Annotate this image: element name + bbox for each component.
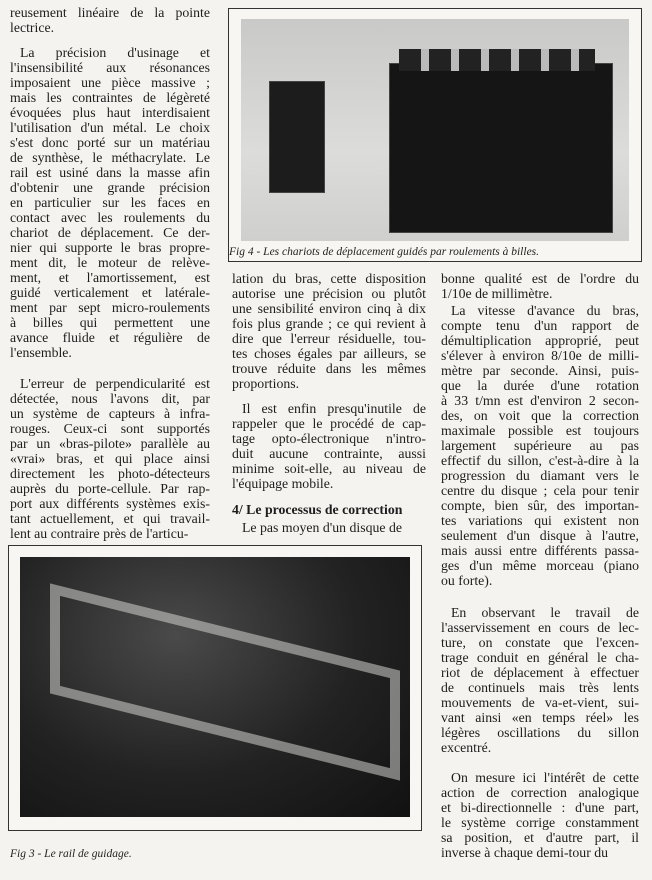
text-line: légères oscillations du sillon <box>441 725 639 740</box>
text-line: rappeler que le procédé de cap- <box>232 416 426 431</box>
text-line: compte, bien sûr, des importan- <box>441 498 639 513</box>
text-line: et bi-directionnelle : d'une part, <box>441 800 639 815</box>
text-line: l'insensibilité aux résonances <box>10 60 210 75</box>
text-line: imposaient une pièce massive ; <box>10 75 210 90</box>
paragraph <box>441 303 639 588</box>
text-line: le système corrige constamment <box>441 815 639 830</box>
figure-4-frame <box>228 8 642 262</box>
text-line: une sensibilité environ cinq à dix <box>232 301 426 316</box>
text-line: à billes qui permettent une <box>10 315 210 330</box>
text-line: trouve réduite dans les mêmes <box>232 361 426 376</box>
text-line: ment dit, le moteur de relève- <box>10 255 210 270</box>
paragraph <box>10 45 210 360</box>
text-line: minime soit-elle, au niveau de <box>232 461 426 476</box>
text-line: nier qui supporte le bras propre- <box>10 240 210 255</box>
text-line: démultiplication approprié, peut <box>441 333 639 348</box>
small-carriage <box>269 81 325 193</box>
text-line: mais les contraintes de légèreté <box>10 90 210 105</box>
text-line: progression du diamant vers le <box>441 468 639 483</box>
text-line: inverse à chaque demi-tour du <box>441 845 609 860</box>
text-line: rouges. Ceux-ci sont supportés <box>10 421 210 436</box>
paragraph <box>232 271 426 391</box>
figure-4-photo <box>241 19 629 241</box>
paragraph <box>232 520 426 535</box>
text-line: avance fluide et régulière de <box>10 330 210 345</box>
paragraph <box>441 605 639 755</box>
text-line: ture, on constate que l'excen- <box>441 635 639 650</box>
text-line: en particulier sur les faces en <box>10 195 210 210</box>
text-line: action de correction analogique <box>441 785 639 800</box>
paragraph <box>232 401 426 491</box>
text-line: par un «bras-pilote» parallèle au <box>10 436 210 451</box>
text-line: directement les photo-détecteurs <box>10 466 210 481</box>
text-line: vant ainsi «en temps réel» les <box>441 710 639 725</box>
text-line: mais aussi entre différents passa- <box>441 543 639 558</box>
text-line: «vrai» bras, et qui place ainsi <box>10 451 210 466</box>
text-line: maximale possible est toujours <box>441 423 639 438</box>
text-line: port aux différents systèmes exis- <box>10 496 210 511</box>
text-line: compte tenu d'un rapport de <box>441 318 639 333</box>
text-line: ges d'un même morceau (piano <box>441 558 639 573</box>
text-line: duit aucune contrainte, aussi <box>232 446 426 461</box>
text-line: chariot de déplacement. Ce der- <box>10 225 210 240</box>
text-line: largement supérieure au pas <box>441 438 639 453</box>
text-line: l'ensemble. <box>10 345 72 360</box>
text-line: En observant le travail de <box>451 605 639 620</box>
text-line: ou forte). <box>441 573 493 588</box>
text-line: trage conduit en général le cha- <box>441 650 639 665</box>
text-line: centre du disque ; cela pour tenir <box>441 483 639 498</box>
text-line: lectrice. <box>10 20 55 35</box>
text-line: 1/10e de millimètre. <box>441 286 553 301</box>
text-line: reusement linéaire de la pointe <box>10 5 210 20</box>
text-line: excentré. <box>441 740 492 755</box>
text-line: ment, et l'amortissement, est <box>10 270 210 285</box>
text-line: effectif du sillon, c'est-à-dire à la <box>441 453 639 468</box>
text-line: d'obtenir une grande précision <box>10 180 210 195</box>
text-line: auprès du porte-cellule. Par rap- <box>10 481 210 496</box>
figure-3-frame <box>8 545 422 831</box>
text-line: des, on voit que la correction <box>441 408 639 423</box>
text-line: à 33 t/mn est d'environ 2 secon- <box>441 393 639 408</box>
figure-3-photo <box>20 557 410 817</box>
paragraph <box>10 5 210 35</box>
text-line: que la durée d'une rotation <box>441 378 639 393</box>
text-line: ment par sept micro-roulements <box>10 300 210 315</box>
text-line: mouvements de va-et-vient, sui- <box>441 695 639 710</box>
text-line: détectée, nous l'avons dit, par <box>10 391 210 406</box>
text-line: évoquées plus haut interdisaient <box>10 105 210 120</box>
text-line: l'asservissement en cours de lec- <box>441 620 639 635</box>
carriage-fins <box>399 49 595 71</box>
text-line: L'erreur de perpendicularité est <box>20 376 210 391</box>
text-line: rail est usiné dans la masse afin <box>10 165 210 180</box>
text-line: mètre par seconde. Ainsi, puis- <box>441 363 639 378</box>
paragraph <box>441 271 639 301</box>
section-heading: 4/ Le processus de correction <box>232 502 403 517</box>
text-line: l'utilisation d'un métal. Le choix <box>10 120 210 135</box>
text-line: tes variations qui existent non <box>441 513 639 528</box>
text-line: tes choses égales par ailleurs, se <box>232 346 426 361</box>
figure-4-caption: Fig 4 - Les chariots de déplacement guidés par roulements à billes. <box>229 246 540 258</box>
figure-3-caption: Fig 3 - Le rail de guidage. <box>10 848 132 860</box>
text-line: fois plus grande ; ce qui revient à <box>232 316 426 331</box>
text-line: Le pas moyen d'un disque de <box>242 520 402 535</box>
text-line: seulement d'un disque à l'autre, <box>441 528 639 543</box>
text-line: contact avec les roulements du <box>10 210 210 225</box>
text-line: On mesure ici l'intérêt de cette <box>451 770 639 785</box>
text-line: lation du bras, cette disposition <box>232 271 426 286</box>
text-line: lent au contraire près de l'articu- <box>10 526 189 541</box>
text-line: s'élever à environ 8/10e de milli- <box>441 348 639 363</box>
text-line: dire que l'erreur résiduelle, tou- <box>232 331 426 346</box>
guide-rail <box>50 583 400 780</box>
text-line: La précision d'usinage et <box>20 45 210 60</box>
text-line: autorise une précision ou plutôt <box>232 286 426 301</box>
text-line: un système de capteurs à infra- <box>10 406 210 421</box>
text-line: La vitesse d'avance du bras, <box>451 303 639 318</box>
text-line: tant actuellement, et qui travail- <box>10 511 210 526</box>
text-line: bonne qualité est de l'ordre du <box>441 271 639 286</box>
text-line: sa position, et d'autre part, il <box>441 830 639 845</box>
paragraph <box>441 770 639 860</box>
text-line: tage opto-électronique n'intro- <box>232 431 426 446</box>
text-line: Il est enfin presqu'inutile de <box>242 401 426 416</box>
text-line: guidé verticalement et latérale- <box>10 285 210 300</box>
text-line: de synthèse, le méthacrylate. Le <box>10 150 210 165</box>
text-line: s'est donc porté sur un matériau <box>10 135 210 150</box>
text-line: de continuels mais très lents <box>441 680 639 695</box>
large-carriage <box>389 63 613 233</box>
text-line: proportions. <box>232 376 300 391</box>
paragraph <box>10 376 210 541</box>
text-line: riot de déplacement à effectuer <box>441 665 639 680</box>
text-line: l'équipage mobile. <box>232 476 334 491</box>
